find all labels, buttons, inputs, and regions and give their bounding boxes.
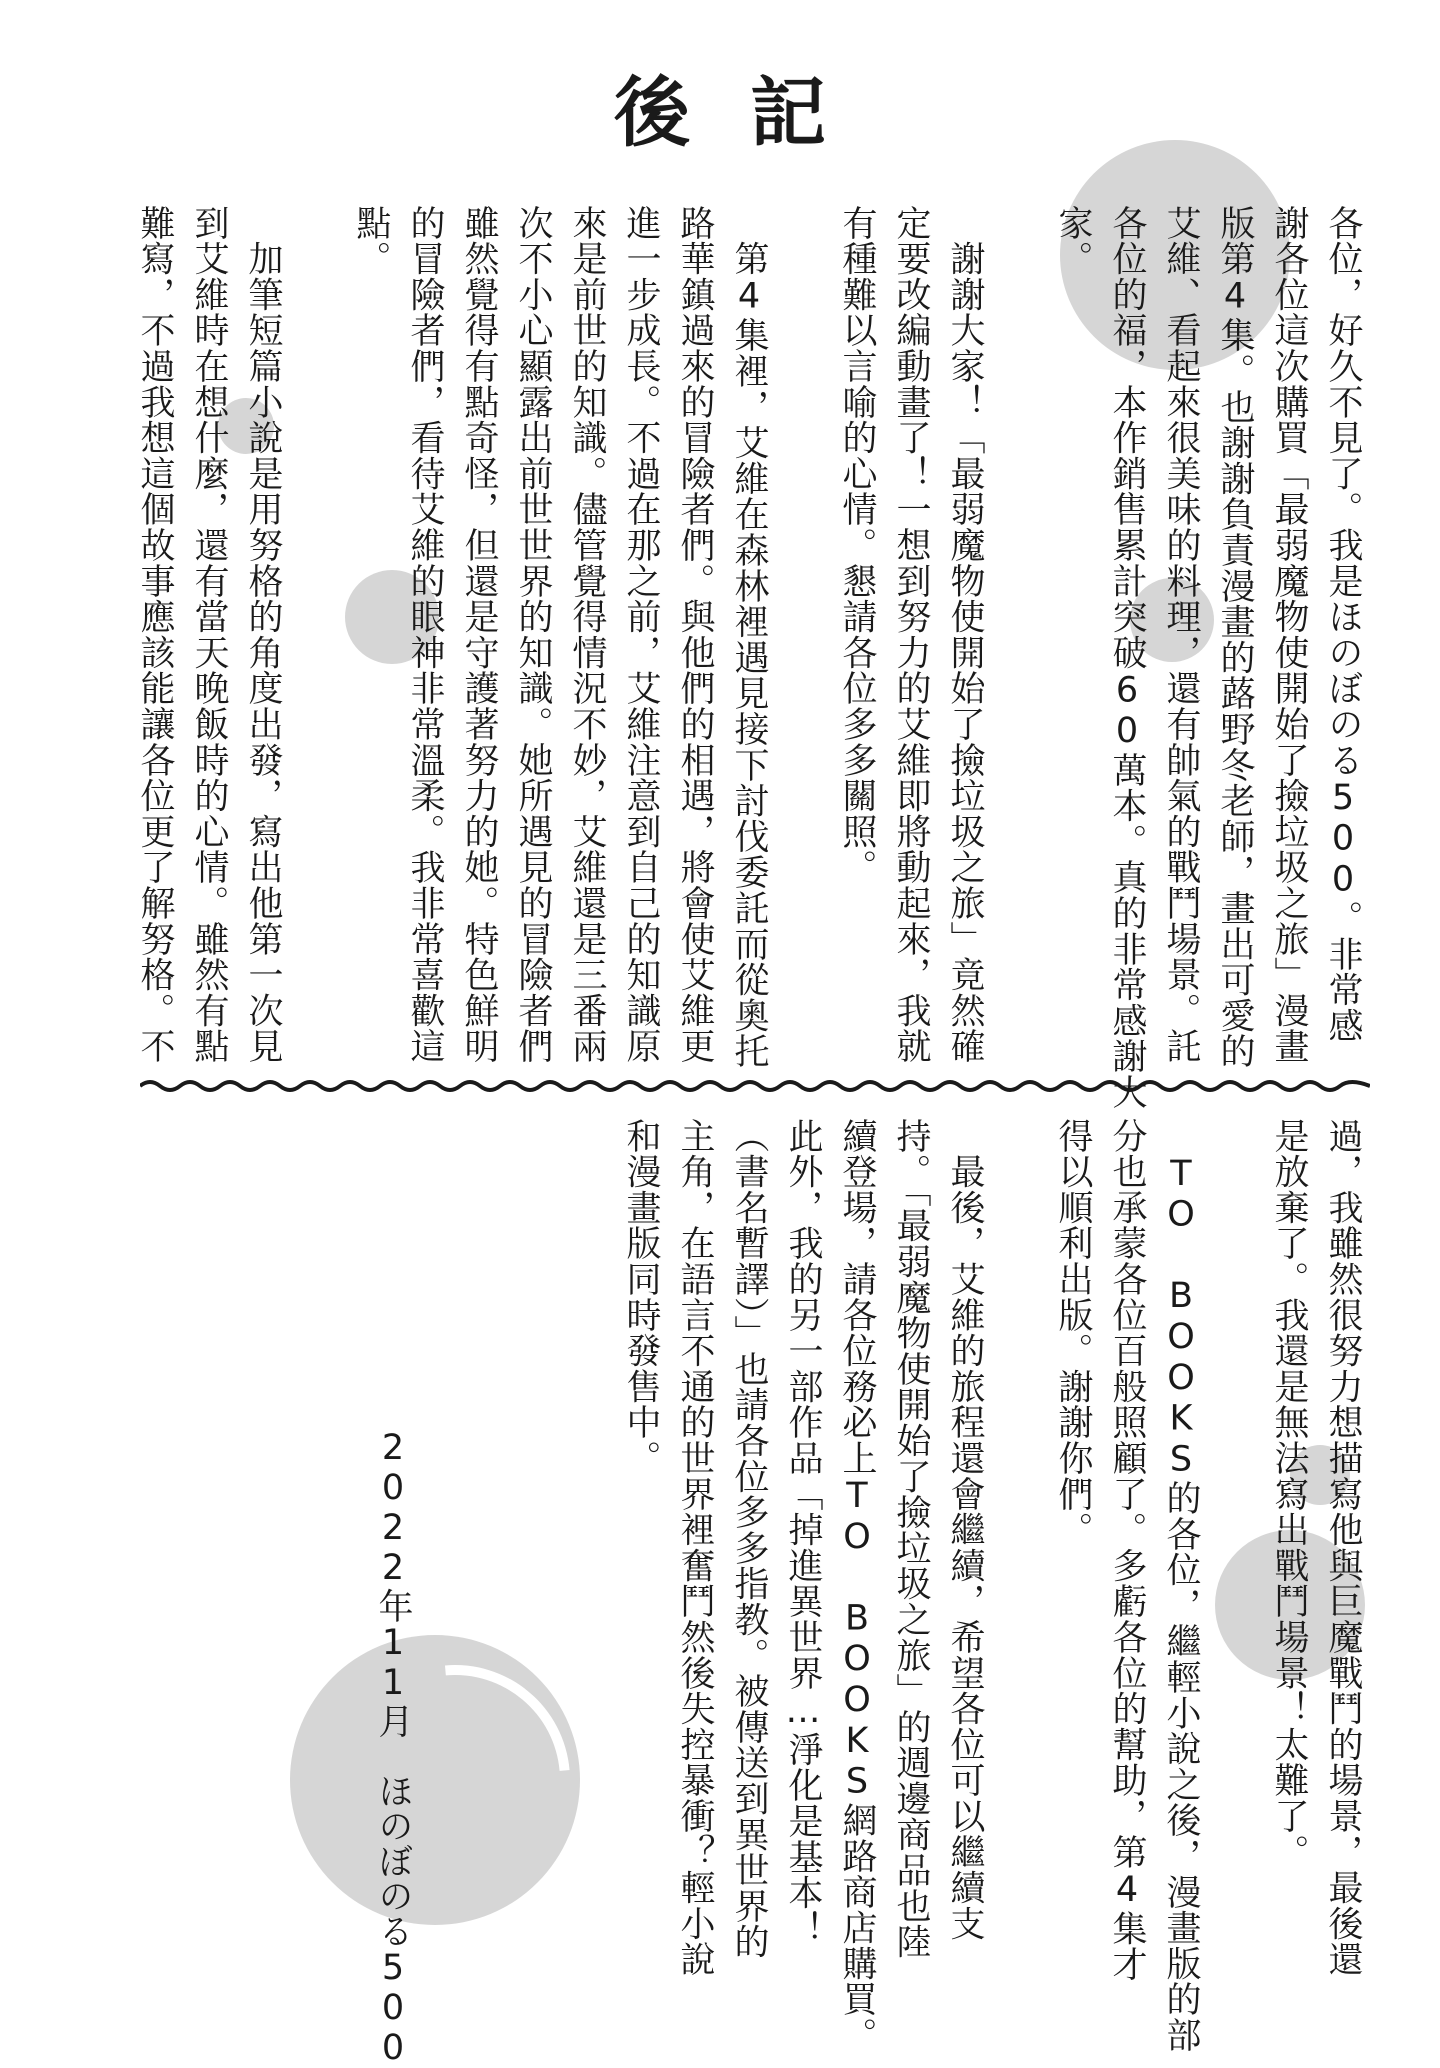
signature [366, 1428, 420, 2068]
page-title: 後記 [614, 68, 886, 157]
text-column: 家。 [1053, 205, 1093, 277]
blank-column [776, 205, 830, 1065]
signature-author: ほのぼのる500 [373, 1773, 413, 2068]
blank-column [290, 205, 344, 1065]
text-column: 和漫畫版同時發售中。 [621, 1118, 661, 1476]
bottom-text-block [614, 1118, 1370, 2053]
text-column: 難寫，不過我想這個故事應該能讓各位更了解努格。不 [135, 205, 175, 1065]
text-column: 續登場，請各位務必上TO BOOKS網路商店購買。 [837, 1118, 877, 2053]
bubble-highlight [293, 1618, 617, 1942]
text-column: 到艾維時在想什麼，還有當天晚飯時的心情。雖然有點 [189, 205, 229, 1065]
blank-column [992, 1118, 1046, 1978]
text-column: 主角，在語言不通的世界裡奮鬥然後失控暴衝？輕小說 [675, 1118, 715, 1978]
text-column: 各位，好久不見了。我是ほのぼのる500。非常感 [1323, 205, 1363, 1044]
text-column: 最後，艾維的旅程還會繼續，希望各位可以繼續支 [945, 1118, 985, 1942]
text-column: 持。「最弱魔物使開始了撿垃圾之旅」的週邊商品也陸 [891, 1118, 931, 1960]
text-column: 路華鎮過來的冒險者們。與他們的相遇，將會使艾維更 [675, 205, 715, 1065]
text-column: 過，我雖然很努力想描寫他與巨魔戰鬥的場景，最後還 [1323, 1118, 1363, 1978]
text-column: 艾維、看起來很美味的料理，還有帥氣的戰鬥場景。託 [1161, 205, 1201, 1065]
text-column: 雖然覺得有點奇怪，但還是守護著努力的她。特色鮮明 [459, 205, 499, 1065]
text-column: 謝謝大家！「最弱魔物使開始了撿垃圾之旅」竟然確 [945, 205, 985, 1065]
top-text-block [128, 205, 1370, 1110]
text-column: 謝各位這次購買「最弱魔物使開始了撿垃圾之旅」漫畫 [1269, 205, 1309, 1065]
text-column: 有種難以言喻的心情。懇請各位多多關照。 [837, 205, 877, 886]
blank-column [992, 205, 1046, 1065]
text-column: TO BOOKS的各位，繼輕小說之後，漫畫版的部 [1161, 1118, 1201, 2053]
signature-date: 2022年11月 [373, 1428, 413, 1738]
text-column: 次不小心顯露出前世世界的知識。她所遇見的冒險者們 [513, 205, 553, 1065]
text-column: 分也承蒙各位百般照顧了。多虧各位的幫助，第4集才 [1107, 1118, 1147, 1983]
text-column: 此外，我的另一部作品「掉進異世界…淨化是基本！ [783, 1118, 823, 1947]
text-column: 版第4集。也謝謝負責漫畫的蕗野冬老師，畫出可愛的 [1215, 205, 1255, 1070]
text-column: 是放棄了。我還是無法寫出戰鬥場景！太難了。 [1269, 1118, 1309, 1870]
text-column: 各位的福，本作銷售累計突破60萬本。真的非常感謝大 [1107, 205, 1147, 1110]
text-column: 得以順利出版。謝謝你們。 [1053, 1118, 1093, 1548]
text-column: 定要改編動畫了！一想到努力的艾維即將動起來，我就 [891, 205, 931, 1065]
wavy-divider [140, 1074, 1370, 1098]
text-column: 加筆短篇小說是用努格的角度出發，寫出他第一次見 [243, 205, 283, 1065]
text-column: 的冒險者們，看待艾維的眼神非常溫柔。我非常喜歡這 [405, 205, 445, 1065]
text-column: （書名暫譯）」也請各位多多指教。被傳送到異世界的 [729, 1118, 769, 1960]
text-column: 進一步成長。不過在那之前，艾維注意到自己的知識原 [621, 205, 661, 1065]
text-column: 第4集裡，艾維在森林裡遇見接下討伐委託而從奧托 [729, 205, 769, 1070]
signature-gap [373, 1738, 413, 1773]
blank-column [1208, 1118, 1262, 1978]
text-column: 來是前世的知識。儘管覺得情況不妙，艾維還是三番兩 [567, 205, 607, 1065]
text-column: 點。 [351, 205, 391, 277]
